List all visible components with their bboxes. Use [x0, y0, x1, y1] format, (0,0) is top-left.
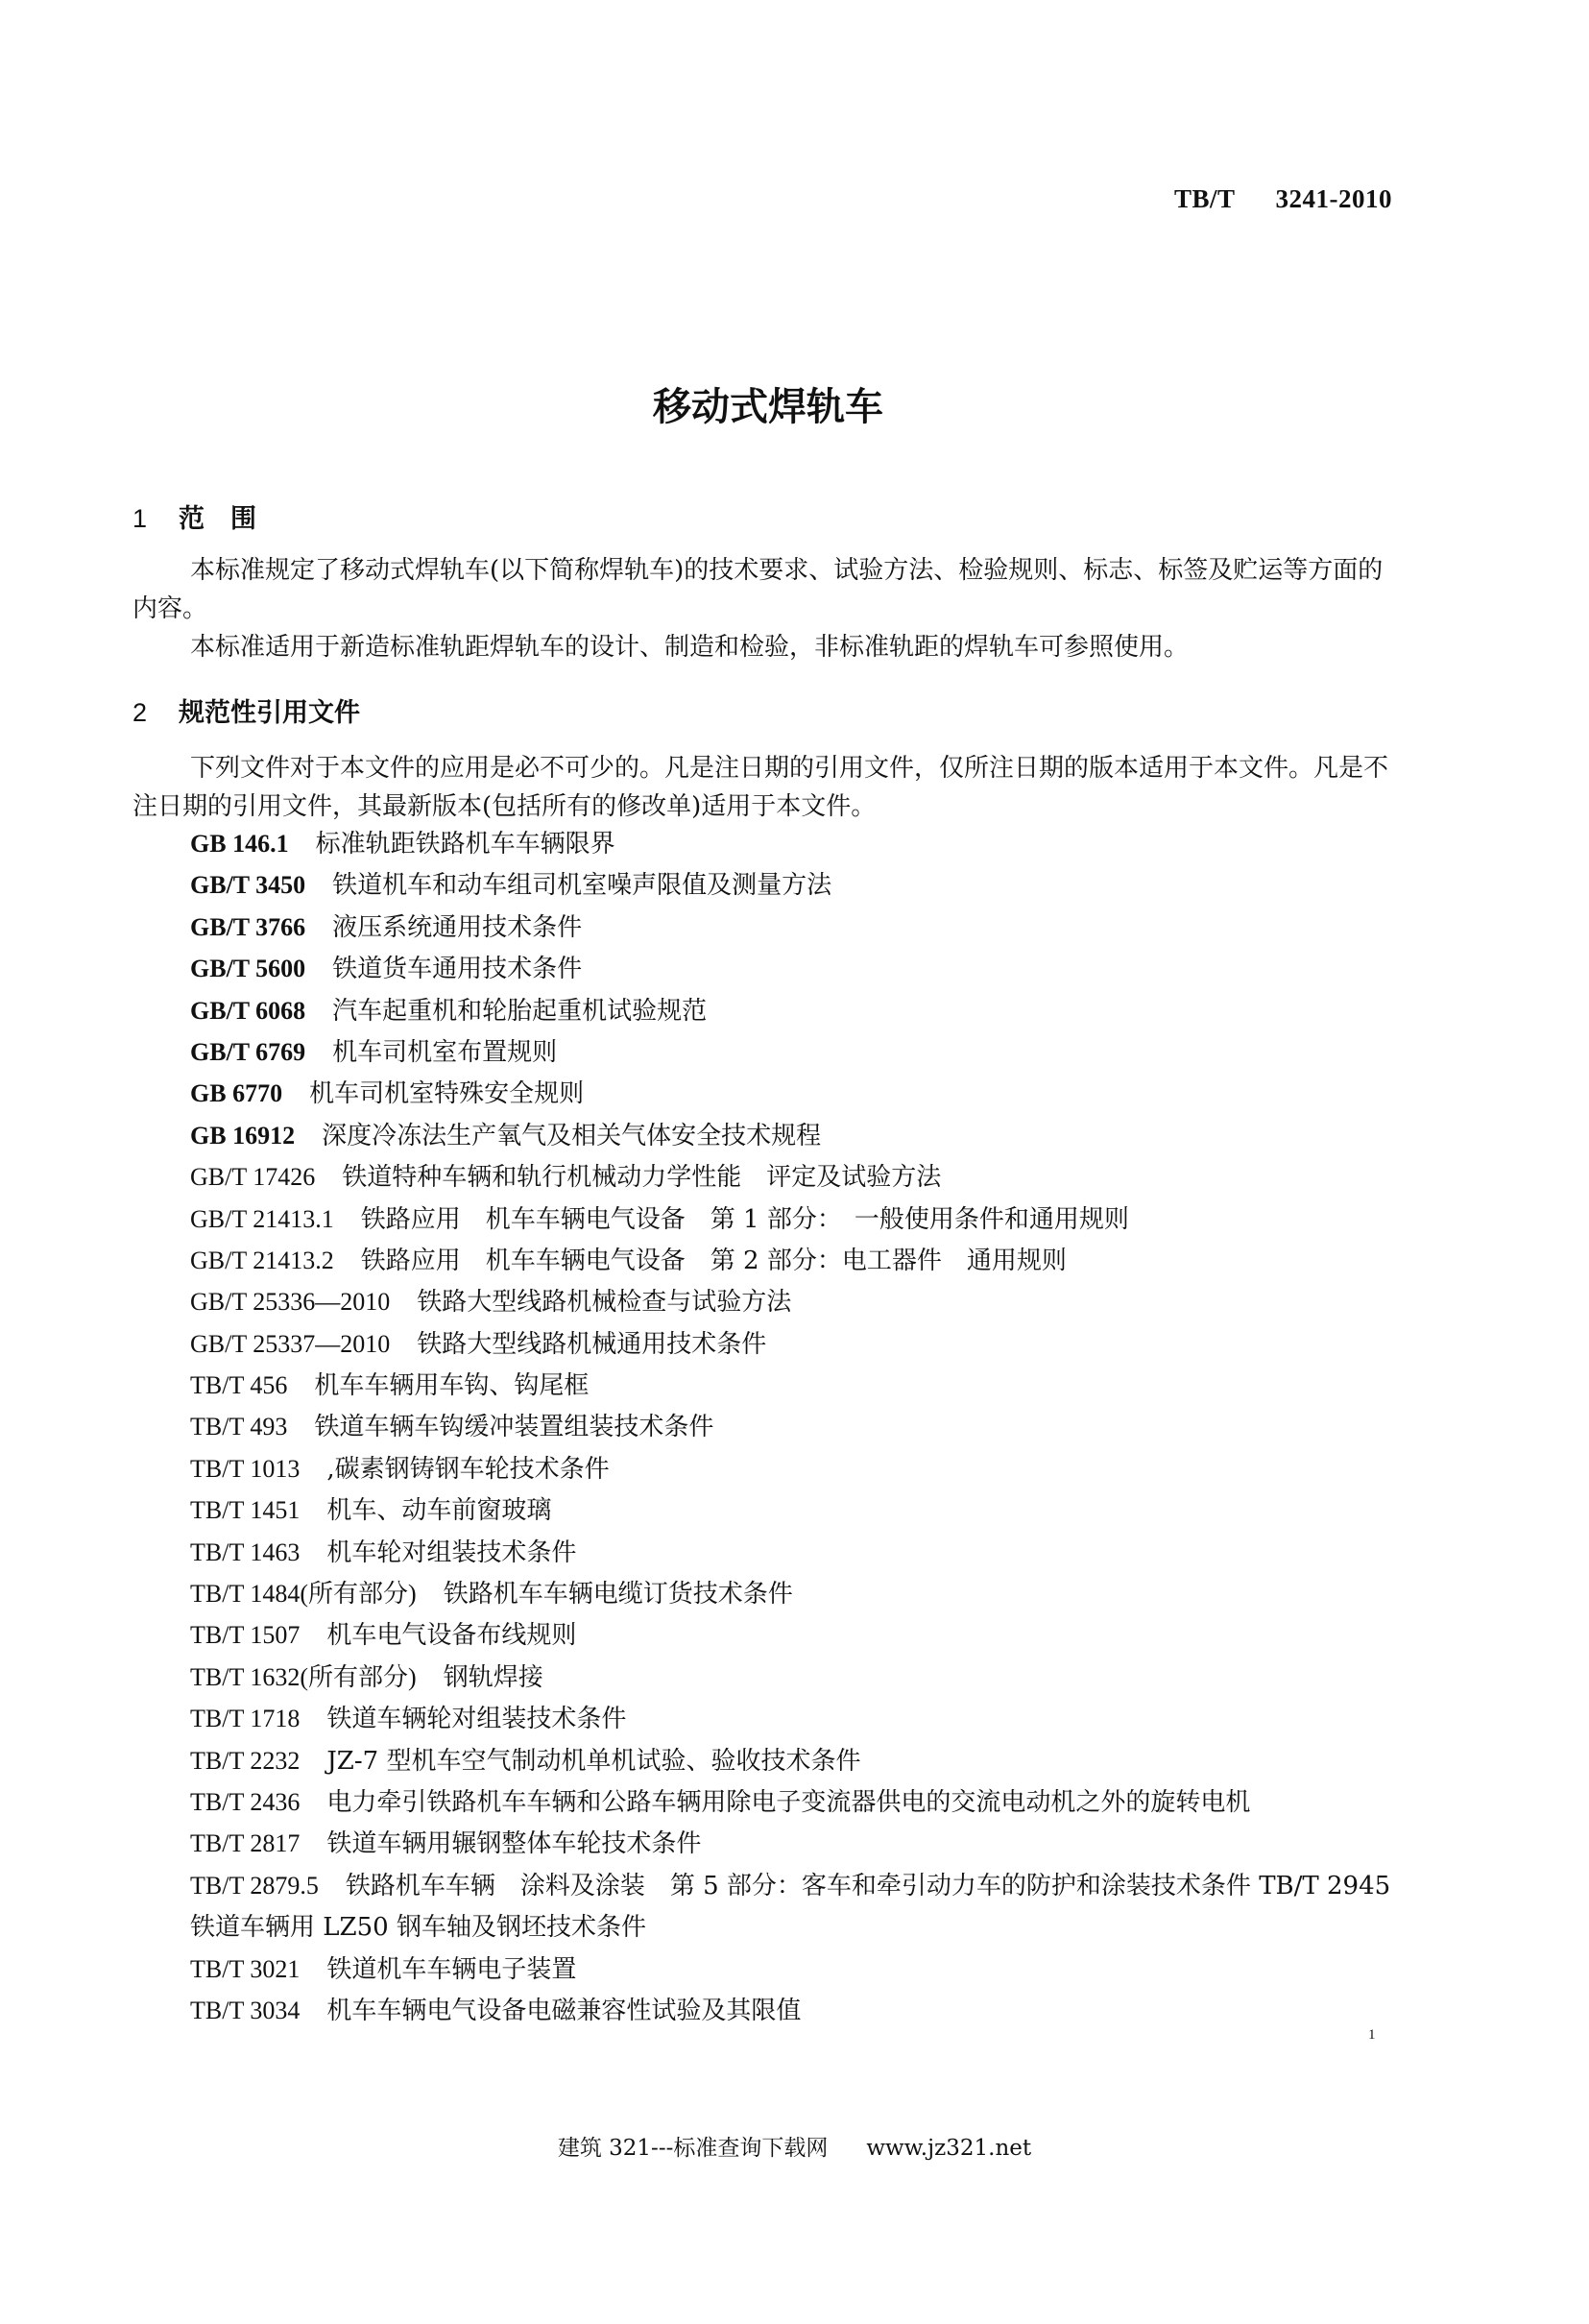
reference-code: TB/T 1484(所有部分) — [190, 1580, 417, 1609]
reference-item — [190, 823, 1419, 864]
section-2-heading — [132, 691, 360, 729]
reference-code: GB/T 21413.2 — [190, 1246, 334, 1274]
document-code-number: 3241-2010 — [1275, 184, 1392, 213]
reference-code: GB/T 6068 — [190, 996, 306, 1025]
reference-item — [190, 948, 1419, 989]
reference-code: GB 16912 — [190, 1121, 296, 1150]
reference-title: 铁道车辆轮对组装技术条件 — [326, 1705, 627, 1734]
reference-item — [190, 1115, 1419, 1156]
reference-item — [190, 864, 1419, 906]
reference-code: GB/T 3450 — [190, 871, 306, 900]
reference-code: GB/T 21413.1 — [190, 1204, 334, 1233]
reference-item — [190, 1949, 1419, 1990]
reference-title: 液压系统通用技术条件 — [332, 912, 583, 942]
section-1-title: 范 围 — [179, 504, 256, 534]
footer — [0, 2130, 1589, 2162]
reference-item — [190, 1323, 1419, 1365]
reference-code: GB/T 25336—2010 — [190, 1288, 391, 1317]
reference-title: 铁道机车和动车组司机室噪声限值及测量方法 — [332, 871, 832, 901]
reference-item — [190, 1990, 1419, 2031]
reference-code: TB/T 1507 — [190, 1621, 301, 1650]
reference-title: 机车车辆电气设备电磁兼容性试验及其限值 — [326, 1996, 802, 2025]
reference-code: GB/T 25337—2010 — [190, 1329, 391, 1358]
reference-item — [190, 1614, 1419, 1656]
reference-item — [190, 1031, 1419, 1073]
reference-title: 铁路机车车辆电缆订货技术条件 — [443, 1580, 793, 1610]
reference-item — [190, 1781, 1419, 1823]
reference-title: 标准轨距铁路机车车辆限界 — [315, 830, 615, 859]
reference-code: GB/T 6769 — [190, 1037, 306, 1066]
reference-title: 铁道车辆用辗钢整体车轮技术条件 — [326, 1829, 702, 1859]
reference-item — [190, 1489, 1419, 1531]
reference-title: 机车车辆用车钩、钩尾框 — [314, 1371, 590, 1401]
reference-item — [190, 1240, 1419, 1281]
reference-code: TB/T 2879.5 — [190, 1871, 319, 1900]
document-code-prefix: TB/T — [1173, 184, 1236, 213]
reference-item — [190, 1156, 1419, 1198]
section-1-paragraph-2: 本标准适用于新造标准轨距焊轨车的设计、制造和检验，非标准轨距的焊轨车可参照使用。 — [190, 633, 1190, 662]
document-title: 移动式焊轨车 — [653, 385, 883, 429]
reference-item — [190, 1573, 1419, 1614]
reference-list — [190, 823, 1419, 2031]
reference-item — [190, 1865, 1419, 1949]
reference-title: 铁路应用 机车车辆电气设备 第 2 部分：电工器件 通用规则 — [360, 1246, 1067, 1275]
reference-code: TB/T 1718 — [190, 1705, 301, 1733]
reference-title: 钢轨焊接 — [443, 1662, 543, 1692]
reference-item — [190, 1740, 1419, 1781]
reference-title: 机车司机室布置规则 — [332, 1037, 558, 1067]
reference-title: 铁路大型线路机械通用技术条件 — [417, 1329, 767, 1359]
reference-title: 铁路机车车辆 涂料及涂装 第 5 部分：客车和牵引动力车的防护和涂装技术条件 TB/T 2945 铁道车辆用 LZ50 钢车轴及钢坯技术条件 — [190, 1871, 1416, 1943]
reference-code: GB 6770 — [190, 1079, 283, 1108]
reference-code: TB/T 3021 — [190, 1954, 301, 1983]
reference-title: 铁道车辆车钩缓冲装置组装技术条件 — [314, 1413, 714, 1442]
reference-title: 铁道货车通用技术条件 — [332, 955, 583, 984]
reference-title: 机车轮对组装技术条件 — [326, 1537, 577, 1567]
footer-url: www.jz321.net — [866, 2136, 1032, 2161]
reference-code: TB/T 1463 — [190, 1537, 301, 1566]
reference-title: 电力牵引铁路机车车辆和公路车辆用除电子变流器供电的交流电动机之外的旋转电机 — [326, 1787, 1251, 1817]
reference-title: 铁路应用 机车车辆电气设备 第 1 部分： 一般使用条件和通用规则 — [360, 1204, 1129, 1234]
reference-code: TB/T 2817 — [190, 1829, 301, 1858]
reference-title: ,碳素钢铸钢车轮技术条件 — [326, 1454, 610, 1484]
reference-title: 铁路大型线路机械检查与试验方法 — [417, 1288, 792, 1318]
section-2-title: 规范性引用文件 — [179, 698, 360, 728]
reference-code: TB/T 2232 — [190, 1746, 301, 1775]
reference-title: 汽车起重机和轮胎起重机试验规范 — [332, 996, 708, 1026]
footer-site-name: 建筑 321---标准查询下载网 — [557, 2136, 829, 2161]
reference-code: TB/T 2436 — [190, 1787, 301, 1816]
reference-code: TB/T 1013 — [190, 1454, 301, 1483]
reference-code: GB/T 17426 — [190, 1163, 316, 1192]
reference-item — [190, 990, 1419, 1031]
reference-code: TB/T 1632(所有部分) — [190, 1662, 417, 1691]
reference-code: GB/T 3766 — [190, 912, 306, 941]
reference-item — [190, 907, 1419, 948]
reference-code: TB/T 3034 — [190, 1996, 301, 2024]
section-2-intro: 下列文件对于本文件的应用是必不可少的。凡是注日期的引用文件，仅所注日期的版本适用于本文件。凡是不注日期的引用文件，其最新版本(包括所有的修改单)适用于本文件。 — [132, 754, 1389, 821]
reference-item — [190, 1281, 1419, 1322]
reference-item — [190, 1657, 1419, 1698]
section-1-number: 1 — [132, 504, 148, 533]
section-1-paragraph-1: 本标准规定了移动式焊轨车(以下简称焊轨车)的技术要求、试验方法、检验规则、标志、标签及贮运等方面的内容。 — [132, 556, 1384, 623]
reference-item — [190, 1698, 1419, 1739]
reference-title: 深度冷冻法生产氧气及相关气体安全技术规程 — [322, 1121, 822, 1150]
section-1-heading — [132, 497, 256, 535]
reference-item — [190, 1532, 1419, 1573]
reference-item — [190, 1365, 1419, 1406]
reference-item — [190, 1406, 1419, 1447]
reference-code: TB/T 1451 — [190, 1496, 301, 1525]
reference-item — [190, 1073, 1419, 1114]
reference-item — [190, 1448, 1419, 1489]
reference-title: 机车电气设备布线规则 — [326, 1621, 577, 1651]
reference-code: GB/T 5600 — [190, 955, 306, 983]
reference-code: TB/T 493 — [190, 1413, 288, 1441]
document-code — [1174, 184, 1392, 214]
reference-item — [190, 1823, 1419, 1864]
reference-title: 机车、动车前窗玻璃 — [326, 1496, 552, 1526]
reference-title: 机车司机室特殊安全规则 — [309, 1079, 585, 1109]
reference-title: 铁道机车车辆电子装置 — [326, 1954, 577, 1984]
reference-code: TB/T 456 — [190, 1371, 288, 1400]
reference-item — [190, 1198, 1419, 1240]
reference-code: GB 146.1 — [190, 830, 289, 858]
section-2-number: 2 — [132, 698, 148, 727]
reference-title: 铁道特种车辆和轨行机械动力学性能 评定及试验方法 — [342, 1163, 942, 1193]
page-number: 1 — [1368, 2027, 1376, 2043]
reference-title: JZ-7 型机车空气制动机单机试验、验收技术条件 — [326, 1746, 861, 1776]
